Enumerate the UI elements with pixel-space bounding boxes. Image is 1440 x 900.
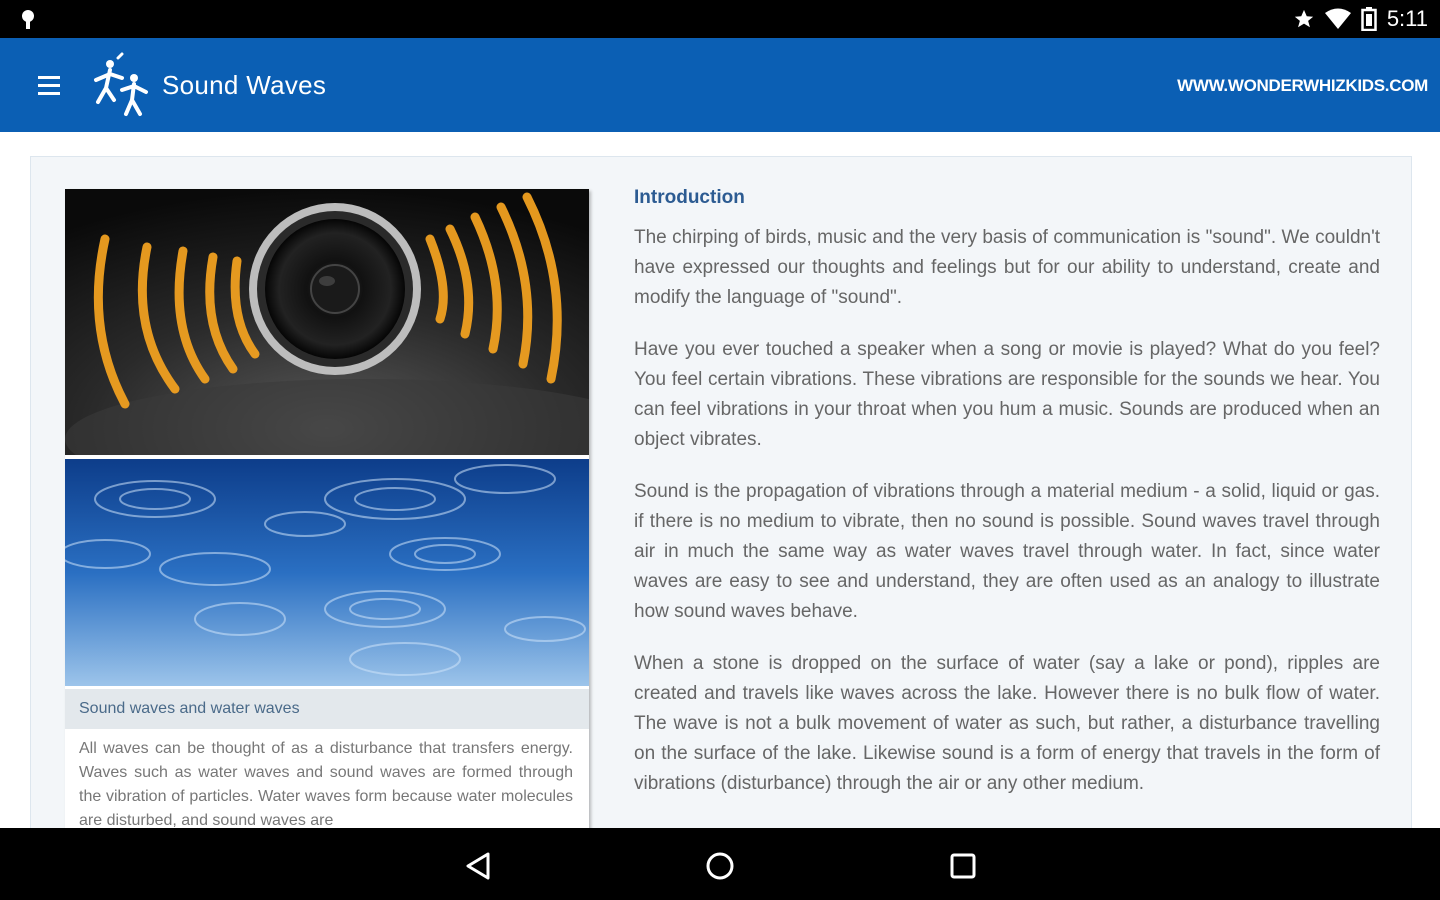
home-icon[interactable]: [700, 846, 740, 886]
back-icon[interactable]: [458, 846, 498, 886]
paragraph: Sound is the propagation of vibrations through a material medium - a solid, liquid or gas. if there is no medium to vibrate, then no sound is possible. Sound waves travel through air in much the same way as water waves travel through water. In fact, since water waves are easy to see and understand, they are often used as an analogy to illustrate how sound waves behave.: [634, 481, 1380, 622]
status-bar: [0, 0, 1440, 38]
figure-caption-title: Sound waves and water waves: [65, 689, 589, 729]
section-heading: Introduction: [634, 187, 745, 208]
app-title: Sound Waves: [162, 70, 327, 100]
logo-icon: [88, 52, 156, 120]
recents-icon[interactable]: [943, 846, 983, 886]
paragraph: The chirping of birds, music and the very basis of communication is "sound". We couldn't have expressed our thoughts and feelings but for our ability to understand, create and modify the language of "sound".: [634, 227, 1380, 308]
article-body: [634, 187, 1380, 821]
figure-caption-text: All waves can be thought of as a disturbance that transfers energy. Waves such as water waves and sound waves are formed through the vibration of particles. Water waves form because water molecules are disturbed, and sound waves are: [79, 740, 573, 828]
wifi-icon: [1325, 8, 1351, 30]
status-time: 5:11: [1386, 6, 1428, 31]
star-icon: [1293, 8, 1315, 30]
paragraph: When a stone is dropped on the surface of water (say a lake or pond), ripples are created and travels like waves across the lake. However there is no bulk flow of water. The wave is not a bulk movement of water as such, but rather, a disturbance travelling on the surface of the lake. Likewise sound is a form of energy that travels in the form of vibrations (disturbance) through the air or any other medium.: [634, 653, 1380, 794]
water-ripples-image: [65, 459, 589, 686]
speaker-image: [65, 189, 589, 455]
article-card: [30, 156, 1412, 828]
notification-icon: [18, 8, 38, 30]
menu-icon[interactable]: [30, 64, 68, 106]
navigation-bar: [0, 828, 1440, 900]
content-area[interactable]: [0, 132, 1440, 828]
battery-icon: [1361, 7, 1377, 31]
app-bar: [0, 38, 1440, 132]
site-url-link[interactable]: WWW.WONDERWHIZKIDS.COM: [1177, 76, 1428, 95]
paragraph: Have you ever touched a speaker when a song or movie is played? What do you feel? You feel certain vibrations. These vibrations are responsible for the sounds we hear. You can feel vibrations in your throat when you hum a music. Sounds are produced when an object vibrates.: [634, 339, 1380, 450]
figure-panel: [65, 189, 589, 828]
